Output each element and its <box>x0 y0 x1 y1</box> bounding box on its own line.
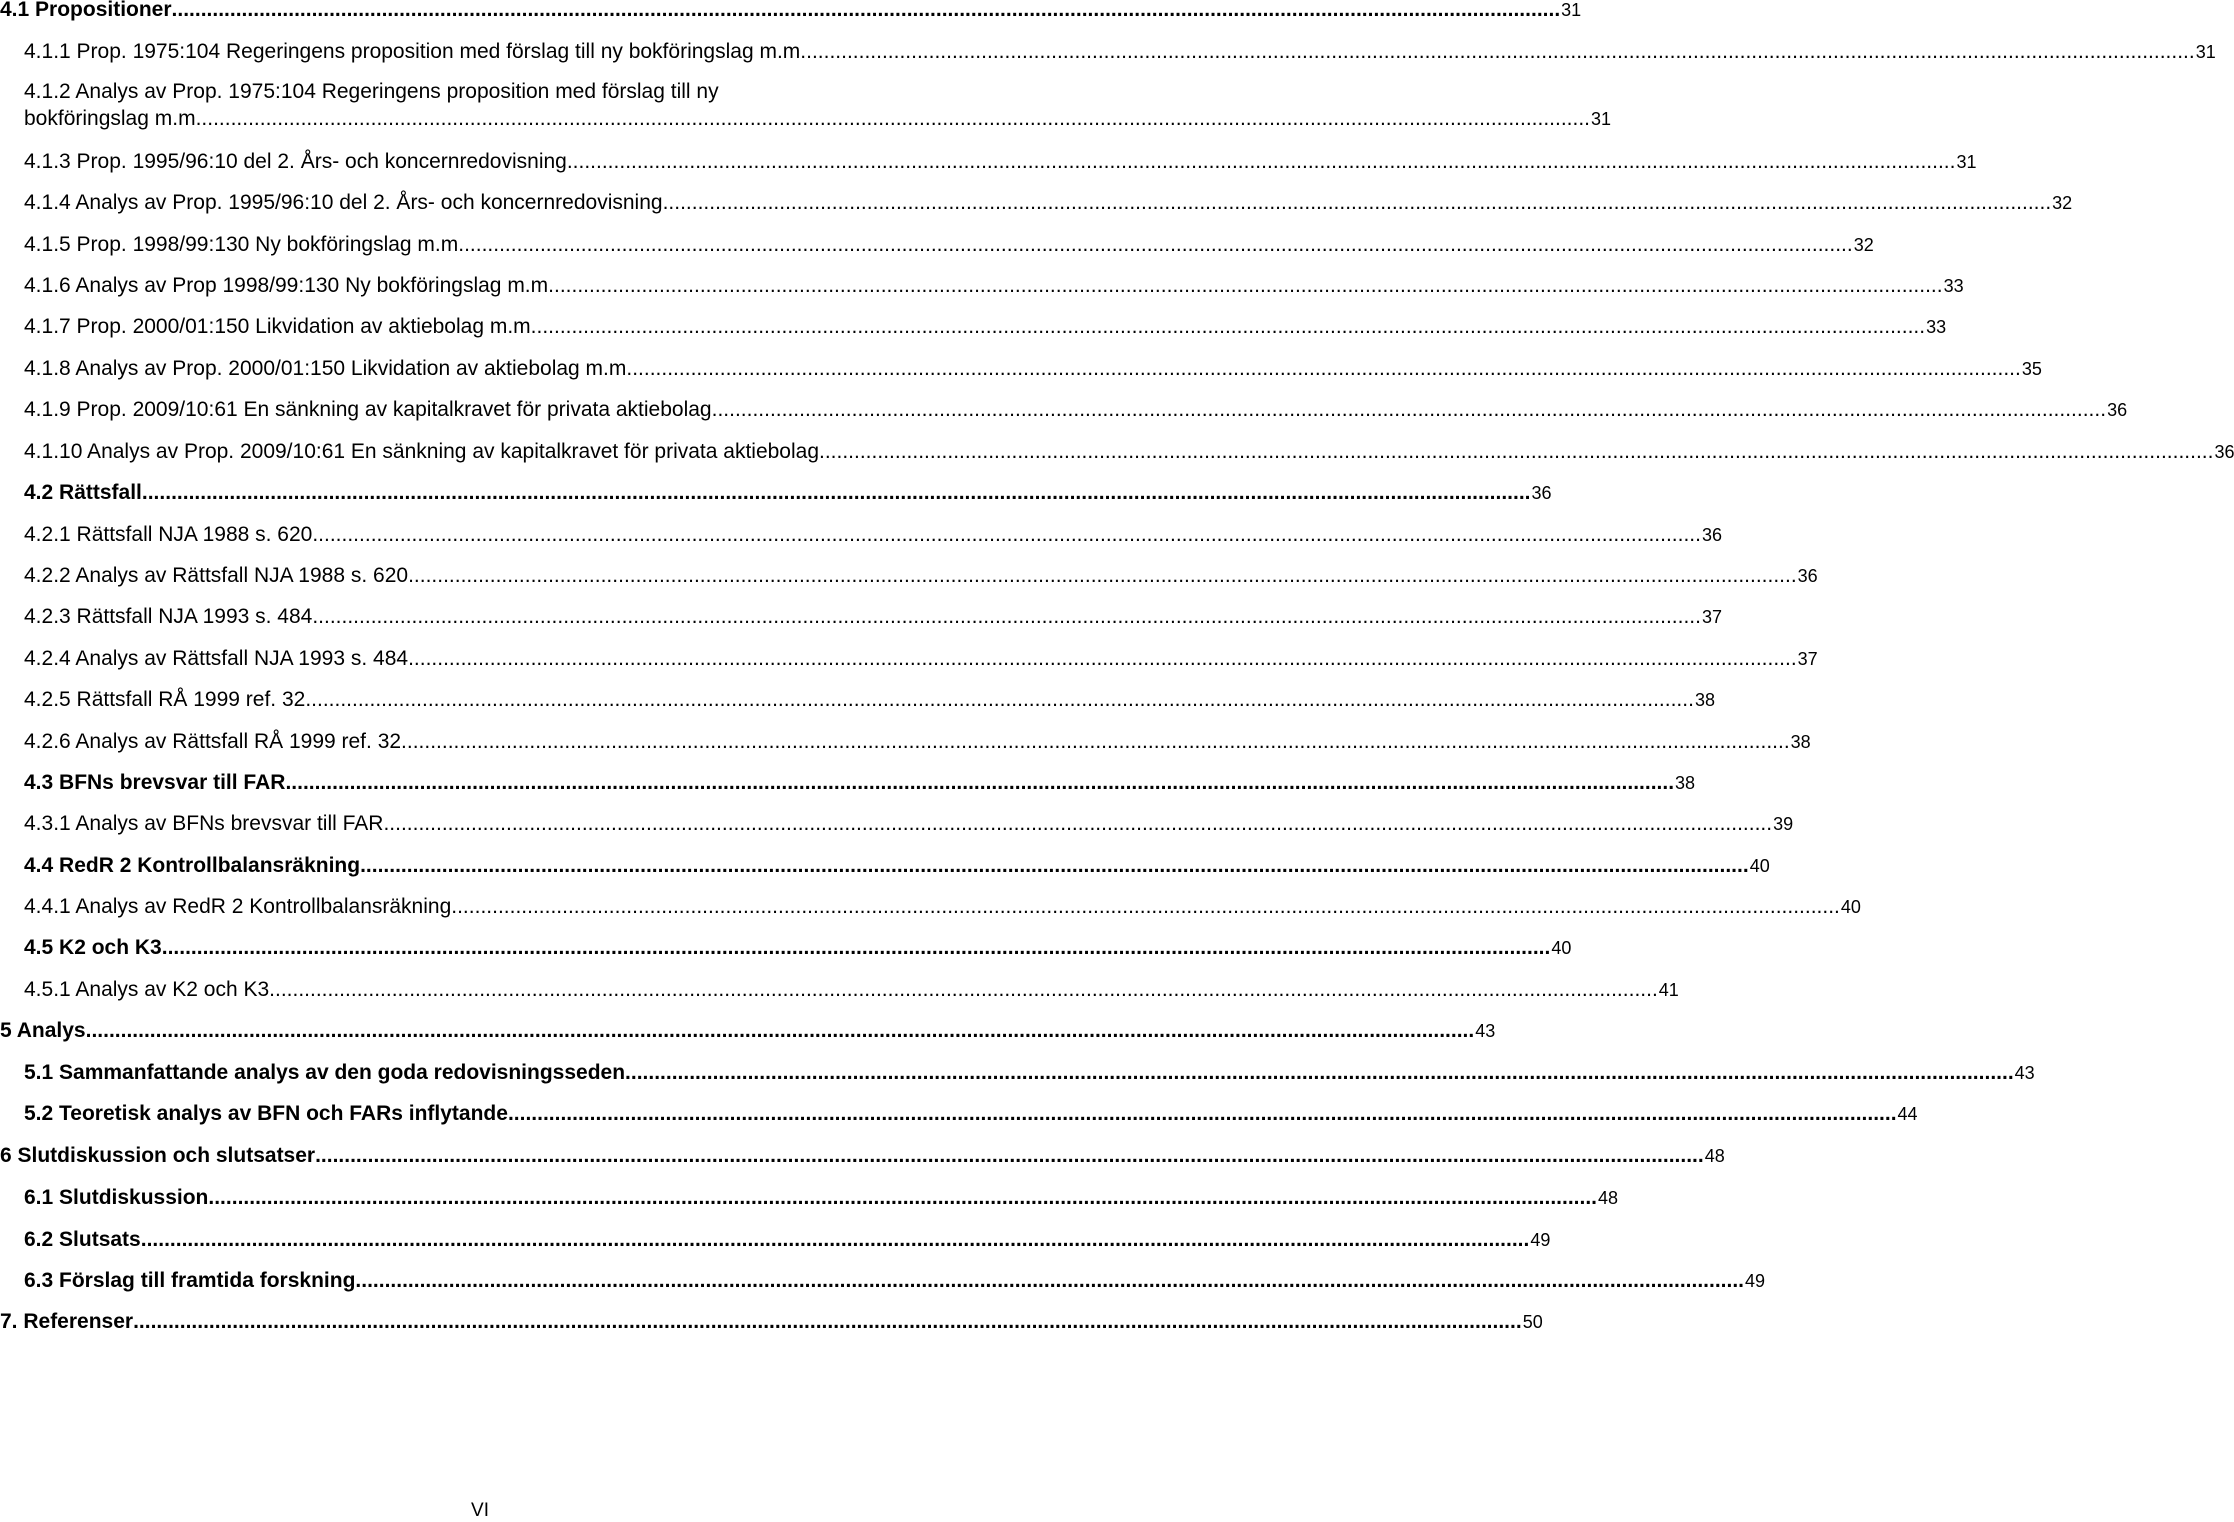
toc-entry-page: 40 <box>1551 938 1572 958</box>
toc-entry-page: 43 <box>1475 1021 1496 1041</box>
toc-entry-title: 4.1.3 Prop. 1995/96:10 del 2. Års- och koncernredovisning <box>24 150 567 173</box>
toc-entry-title: 4.1.10 Analys av Prop. 2009/10:61 En sänkning av kapitalkravet för privata aktiebolag. <box>24 440 825 463</box>
toc-entry[interactable] <box>24 730 1811 754</box>
toc-entry-title: 6.1 Slutdiskussion <box>24 1186 209 1209</box>
toc-entry[interactable] <box>24 936 1572 960</box>
toc-entry-title-continued: bokföringslag m.m. <box>24 107 202 130</box>
toc-entry-title: 4.2.2 Analys av Rättsfall NJA 1988 s. 620 <box>24 564 409 587</box>
toc-entry-title: 4.4.1 Analys av RedR 2 Kontrollbalansräkning <box>24 895 452 918</box>
toc-entry-title: 6.2 Slutsats <box>24 1228 141 1251</box>
toc-entry-title: 4.3.1 Analys av BFNs brevsvar till FAR <box>24 812 384 835</box>
toc-entry-title: 5 Analys <box>0 1019 86 1042</box>
toc-entry[interactable] <box>24 1269 1766 1293</box>
toc-leader-dots <box>142 481 1531 505</box>
toc-leader-dots <box>554 274 1943 298</box>
toc-leader-dots <box>133 1310 1522 1334</box>
toc-entry[interactable] <box>24 812 1794 836</box>
toc-leader-dots <box>269 978 1658 1002</box>
toc-entry-page: 36 <box>1531 483 1552 503</box>
toc-entry[interactable] <box>24 80 1612 131</box>
toc-entry-page: 31 <box>2195 42 2216 62</box>
toc-entry-title: 4.4 RedR 2 Kontrollbalansräkning <box>24 854 361 877</box>
toc-leader-dots <box>86 1019 1475 1043</box>
toc-leader-dots <box>312 523 1701 547</box>
toc-entry-page: 49 <box>1530 1230 1551 1250</box>
toc-entry-title: 4.2.3 Rättsfall NJA 1993 s. 484 <box>24 605 313 628</box>
toc-entry-title: 4.2.4 Analys av Rättsfall NJA 1993 s. 484 <box>24 647 409 670</box>
toc-entry-title: 4.5 K2 och K3 <box>24 936 162 959</box>
toc-leader-dots <box>408 564 1797 588</box>
toc-entry-page: 50 <box>1522 1312 1543 1332</box>
toc-entry[interactable] <box>24 440 2234 464</box>
toc-leader-dots <box>567 150 1956 174</box>
toc-entry-page: 44 <box>1897 1104 1918 1124</box>
toc-entry-page: 31 <box>1956 152 1977 172</box>
toc-leader-dots <box>383 812 1772 836</box>
toc-entry[interactable] <box>24 1102 1918 1126</box>
toc-entry[interactable] <box>24 854 1770 878</box>
toc-entry-page: 32 <box>1853 235 1874 255</box>
toc-entry-page: 33 <box>1926 317 1947 337</box>
toc-entry-page: 38 <box>1675 773 1696 793</box>
toc-entry-page: 31 <box>1561 0 1582 20</box>
toc-entry[interactable] <box>24 564 1818 588</box>
toc-entry-title: 4.1.7 Prop. 2000/01:150 Likvidation av aktiebolag m.m. <box>24 315 537 338</box>
toc-entry[interactable] <box>24 647 1818 671</box>
toc-leader-dots <box>464 233 1853 257</box>
toc-entry[interactable] <box>0 1019 1496 1043</box>
toc-entry-title: 4.1.2 Analys av Prop. 1975:104 Regeringens proposition med förslag till ny <box>24 80 719 103</box>
toc-entry-title: 4.1.6 Analys av Prop 1998/99:130 Ny bokföringslag m.m. <box>24 274 554 297</box>
toc-entry-title: 4.3 BFNs brevsvar till FAR <box>24 771 286 794</box>
toc-entry-page: 37 <box>1701 607 1722 627</box>
toc-entry-title: 4.2.5 Rättsfall RÅ 1999 ref. 32 <box>24 688 306 711</box>
toc-entry-title: 4.1.1 Prop. 1975:104 Regeringens proposition med förslag till ny bokföringslag m.m. <box>24 40 807 63</box>
toc-leader-dots <box>141 1228 1530 1252</box>
toc-entry-title: 4.1.8 Analys av Prop. 2000/01:150 Likvidation av aktiebolag m.m. <box>24 357 633 380</box>
toc-entry[interactable] <box>24 150 1977 174</box>
toc-entry[interactable] <box>0 0 1582 22</box>
toc-entry-page: 35 <box>2021 359 2042 379</box>
toc-leader-dots <box>201 107 1590 131</box>
toc-entry[interactable] <box>24 398 2128 422</box>
toc-leader-dots <box>825 440 2214 464</box>
toc-entry-page: 38 <box>1790 732 1811 752</box>
toc-entry[interactable] <box>0 1144 1725 1168</box>
toc-entry[interactable] <box>24 357 2042 381</box>
toc-entry-page: 48 <box>1704 1146 1725 1166</box>
toc-entry-title: 6 Slutdiskussion och slutsatser <box>0 1144 316 1167</box>
toc-leader-dots <box>285 771 1674 795</box>
toc-entry-page: 36 <box>2214 442 2234 462</box>
toc-leader-dots <box>172 0 1561 22</box>
toc-entry[interactable] <box>24 40 2216 64</box>
toc-entry-title: 5.1 Sammanfattande analys av den goda redovisningsseden <box>24 1061 626 1084</box>
toc-leader-dots <box>806 40 2195 64</box>
toc-entry-page: 31 <box>1591 109 1612 129</box>
toc-entry-page: 40 <box>1749 856 1770 876</box>
toc-leader-dots <box>315 1144 1704 1168</box>
toc-entry-page: 32 <box>2052 193 2073 213</box>
toc-entry-page: 49 <box>1745 1271 1766 1291</box>
toc-leader-dots <box>162 936 1551 960</box>
toc-entry-page: 41 <box>1658 980 1679 1000</box>
toc-leader-dots <box>208 1186 1597 1210</box>
toc-entry[interactable] <box>24 688 1715 712</box>
toc-entry[interactable] <box>24 481 1552 505</box>
toc-leader-dots <box>312 605 1701 629</box>
toc-leader-dots <box>717 398 2106 422</box>
toc-entry-page: 36 <box>2107 400 2128 420</box>
toc-entry-title: 4.1.5 Prop. 1998/99:130 Ny bokföringslag m.m. <box>24 233 465 256</box>
toc-leader-dots <box>305 688 1694 712</box>
toc-entry-title: 4.2.1 Rättsfall NJA 1988 s. 620 <box>24 523 313 546</box>
toc-entry-title: 4.2 Rättsfall <box>24 481 142 504</box>
toc-entry[interactable] <box>24 315 1947 339</box>
toc-leader-dots <box>508 1102 1897 1126</box>
toc-entry-page: 36 <box>1701 525 1722 545</box>
toc-entry-title: 4.2.6 Analys av Rättsfall RÅ 1999 ref. 32 <box>24 730 402 753</box>
toc-entry[interactable] <box>24 605 1722 629</box>
toc-entry-page: 48 <box>1598 1188 1619 1208</box>
toc-entry-page: 33 <box>1943 276 1964 296</box>
toc-leader-dots <box>355 1269 1744 1293</box>
toc-leader-dots <box>625 1061 2014 1085</box>
toc-entry-page: 36 <box>1797 566 1818 586</box>
toc-entry-page: 39 <box>1773 814 1794 834</box>
toc-entry-title: 4.1.4 Analys av Prop. 1995/96:10 del 2. Års- och koncernredovisning <box>24 191 663 214</box>
toc-entry-page: 43 <box>2014 1063 2035 1083</box>
toc-entry[interactable] <box>24 895 1861 919</box>
toc-entry[interactable] <box>24 523 1722 547</box>
toc-leader-dots <box>401 730 1790 754</box>
toc-entry-page: 40 <box>1840 897 1861 917</box>
page-number: VI <box>471 1500 489 1521</box>
toc-entry-title: 5.2 Teoretisk analys av BFN och FARs inflytande <box>24 1102 508 1125</box>
toc-leader-dots <box>451 895 1840 919</box>
toc-leader-dots <box>360 854 1749 878</box>
toc-entry[interactable] <box>24 191 2073 215</box>
toc-entry[interactable] <box>24 1186 1619 1210</box>
toc-leader-dots <box>663 191 2052 215</box>
toc-entry[interactable] <box>24 274 1964 298</box>
toc-entry-title: 6.3 Förslag till framtida forskning <box>24 1269 356 1292</box>
toc-entry[interactable] <box>24 1061 2035 1085</box>
toc-entry[interactable] <box>24 233 1874 257</box>
toc-entry-page: 37 <box>1797 649 1818 669</box>
toc-leader-dots <box>632 357 2021 381</box>
toc-entry[interactable] <box>24 978 1679 1002</box>
toc-leader-dots <box>537 315 1926 339</box>
toc-leader-dots <box>408 647 1797 671</box>
toc-entry-page: 38 <box>1694 690 1715 710</box>
toc-entry[interactable] <box>0 1310 1543 1334</box>
toc-entry[interactable] <box>24 771 1696 795</box>
toc-entry[interactable] <box>24 1228 1551 1252</box>
toc-entry-title: 4.1.9 Prop. 2009/10:61 En sänkning av kapitalkravet för privata aktiebolag. <box>24 398 718 421</box>
toc-entry-title: 4.5.1 Analys av K2 och K3 <box>24 978 270 1001</box>
toc-entry-title: 7. Referenser <box>0 1310 134 1333</box>
toc-entry-title: 4.1 Propositioner <box>0 0 172 21</box>
